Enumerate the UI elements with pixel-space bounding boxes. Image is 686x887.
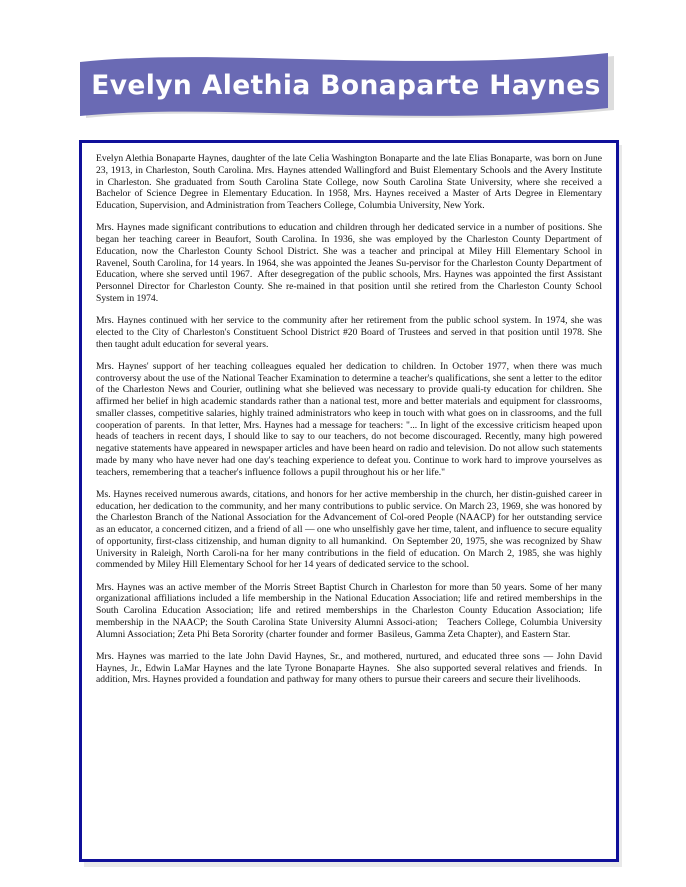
paragraph: Mrs. Haynes made significant contributions to education and children through her dedicated service in a number of positions. She began her teaching career in Beaufort, South Carolina. In 1936, she was employed by the Charleston County Department of Education, now the Charleston County School District. She was a teacher and principal at Miley Hill Elementary School in Ravenel, South Carolina, for 14 years. In 1964, she was appointed the Jeanes Su-pervisor for the Charleston County Department of Education, where she served until 1967. After desegregation of the public schools, Mrs. Haynes was appointed the first Assistant Personnel Director for Charleston County. She re-mained in that position until she retired from the Charleston County School System in 1974. — [96, 222, 605, 304]
paragraph: Evelyn Alethia Bonaparte Haynes, daughter of the late Celia Washington Bonaparte and the late Elias Bonaparte, was born on June 23, 1913, in Charleston, South Carolina. Mrs. Haynes attended Wallingford and Buist Elementary Schools and the Avery Institute in Charleston. She graduated from South Carolina State College, now South Carolina State University, where she received a Bachelor of Science Degree in Elementary Education. In 1958, Mrs. Haynes received a Master of Arts Degree in Elementary Education, Supervision, and Administration from Teachers College, Columbia University, New York. — [96, 153, 605, 211]
paragraph: Mrs. Haynes was married to the late John David Haynes, Sr., and mothered, nurtured, and educated three sons — John David Haynes, Jr., Edwin LaMar Haynes and the late Tyrone Bonaparte Haynes. She also supported several relatives and friends. In addition, Mrs. Haynes provided a foundation and pathway for many others to pursue their careers and secure their livelihoods. — [96, 650, 605, 686]
paragraph: Mrs. Haynes continued with her service to the community after her retirement from the public school system. In 1974, she was elected to the City of Charleston's Constituent School District #20 Board of Trustees and served in that position until 1978. She then taught adult education for several years. — [96, 315, 605, 350]
content-box — [79, 140, 619, 862]
title-banner — [78, 50, 614, 122]
paragraph: Ms. Haynes received numerous awards, citations, and honors for her active membership in the church, her distin-guished career in education, her dedication to the community, and her many contributions to public service. On March 23, 1969, she was honored by the Charleston Branch of the National Association for the Advancement of Col-ored People (NAACP) for her outstanding service as an educator, a concerned citizen, and a friend of all — one who unselfishly gave her time, talent, and influence to secure equality of opportunity, first-class citizenship, and human dignity to all humankind. On September 20, 1975, she was recognized by Shaw University in Raleigh, North Caroli-na for her many contributions in the field of education. On March 2, 1985, she was highly commended by Miley Hill Elementary School for her 14 years of dedicated service to the school. — [96, 488, 605, 571]
paragraph: Mrs. Haynes was an active member of the Morris Street Baptist Church in Charleston for more than 50 years. Some of her many organizational affiliations included a life membership in the National Education Association; life and retired memberships in the South Carolina Education Association; life and retired memberships in the Charleston County Education Association; life membership in the NAACP; the South Carolina State University Alumni Associ-ation; Teachers College, Columbia University Alumni Association; Zeta Phi Beta Sorority (charter founder and former Basileus, Gamma Zeta Chapter), and Eastern Star. — [96, 581, 605, 640]
biography-text — [96, 153, 605, 686]
paragraph: Mrs. Haynes' support of her teaching colleagues equaled her dedication to children. In October 1977, when there was much controversy about the use of the National Teacher Examination to determine a teacher's qualifications, she sent a letter to the editor of the Charleston News and Courier, outlining what she believed was necessary to provide quali-ty education for children. She affirmed her belief in high academic standards rather than a national test, more and better materials and equipment for classrooms, smaller classes, competitive salaries, highly trained administrators who keep in touch with what goes on in classrooms, and the full cooperation of parents. In that letter, Mrs. Haynes had a message for teachers: "... In light of the excessive criticism heaped upon heads of teachers in recent days, I should like to say to our teachers, do not become discouraged. Recently, many high powered negative statements have appeared in newspaper articles and have been heard on radio and television. Do not allow such statements made by many who have never had one day's teaching experience to defeat you. Continue to work hard to improve yourselves as teachers, remembering that a teacher's influence follows a pupil throughout his or her life." — [96, 360, 605, 478]
page-title: Evelyn Alethia Bonaparte Haynes — [91, 69, 601, 101]
